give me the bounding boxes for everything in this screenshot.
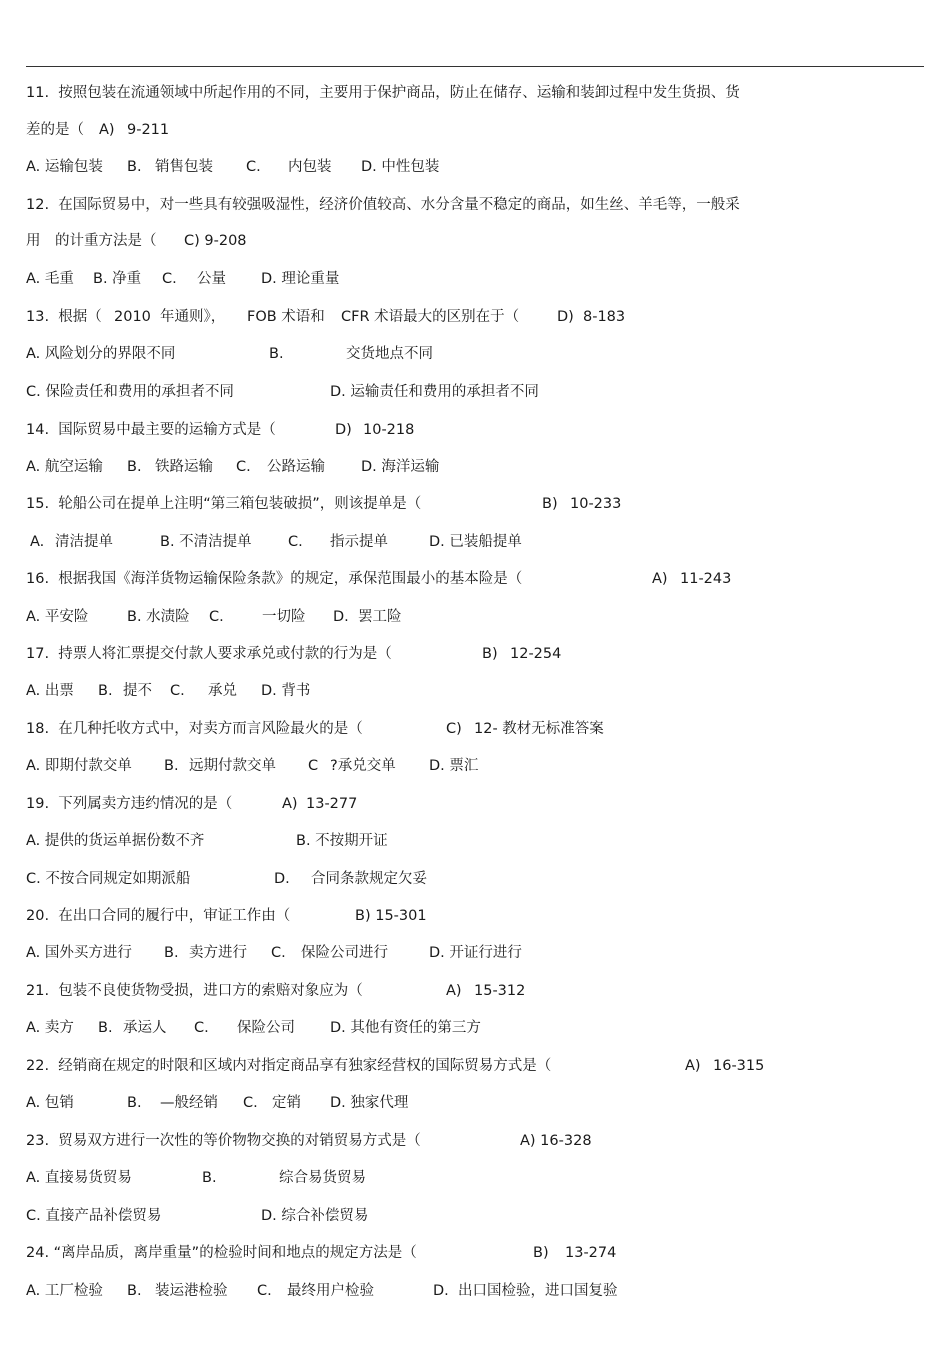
text-line-segment: A. 毛重 [26,271,74,287]
text-line-segment: 卖方进行 [189,945,247,961]
text-line-segment: 铁路运输 [155,459,213,475]
text-line-segment: D. [433,1283,449,1299]
text-line-segment: A) [652,571,668,587]
text-line-segment: A) [446,983,462,999]
text-line-segment: 16-315 [713,1058,765,1074]
text-line-segment: 提不 [123,683,152,699]
text-line-segment: 13-274 [565,1245,617,1261]
text-line-segment: 15. 轮船公司在提单上注明“第三箱包装破损”，则该提单是（ [26,496,422,512]
text-line-segment: 综合易货贸易 [279,1170,366,1186]
header-rule [26,66,924,67]
text-line-segment: D. 运输责任和费用的承担者不同 [330,384,539,400]
text-line-segment: 公路运输 [267,459,325,475]
text-line-segment: B. 净重 [93,271,142,287]
text-line-segment: 14. 国际贸易中最主要的运输方式是（ [26,422,276,438]
text-line-segment: 10-218 [363,422,415,438]
text-line-segment: 合同条款规定欠妥 [311,871,427,887]
text-line-segment: B. [269,346,284,362]
text-line-segment: D. 票汇 [429,758,479,774]
text-line-segment: 17. 持票人将汇票提交付款人要求承兑或付款的行为是（ [26,646,392,662]
text-line-segment: B) [542,496,558,512]
text-line-segment: 承运人 [123,1020,167,1036]
text-line-segment: D. 开证行进行 [429,945,522,961]
text-line-segment: 用 [26,233,41,249]
text-line-segment: 10-233 [570,496,622,512]
text-line-segment: B. 不按期开证 [296,833,388,849]
text-line-segment: C. [243,1095,258,1111]
text-line-segment: C. [236,459,251,475]
text-line-segment: 24. “离岸品质，离岸重量”的检验时间和地点的规定方法是（ [26,1245,417,1261]
text-line-segment: D. 综合补偿贸易 [261,1208,369,1224]
text-line-segment: B. [127,159,142,175]
text-line-segment: C. [246,159,261,175]
text-line-segment: —般经销 [160,1095,218,1111]
text-line-segment: B) 15-301 [355,908,427,924]
text-line-segment: ?承兑交单 [330,758,396,774]
text-line-segment: C. 保险责任和费用的承担者不同 [26,384,234,400]
text-line-segment: B. 水渍险 [127,609,190,625]
text-line-segment: C. [288,534,303,550]
text-line-segment: B. [98,683,113,699]
text-line-segment: 8-183 [583,309,626,325]
text-line-segment: B. [127,459,142,475]
text-line-segment: 保险公司 [237,1020,295,1036]
text-line-segment: 差的是（ [26,122,84,138]
text-line-segment: A. 平安险 [26,609,89,625]
text-line-segment: A. 国外买方进行 [26,945,132,961]
text-line-segment: 清洁提单 [55,534,113,550]
text-line-segment: C. 直接产品补偿贸易 [26,1208,162,1224]
text-line-segment: B. [202,1170,217,1186]
text-line-segment: C. [162,271,177,287]
text-line-segment: CFR 术语最大的区别在于（ [341,309,520,325]
text-line-segment: 装运港检验 [155,1283,228,1299]
text-line-segment: 罢工险 [358,609,402,625]
text-line-segment: 16. 根据我国《海洋货物运输保险条款》的规定，承保范围最小的基本险是（ [26,571,523,587]
text-line-segment: 一切险 [262,609,306,625]
text-line-segment: 9-211 [127,122,170,138]
text-line-segment: C [308,758,319,774]
text-line-segment: C) [446,721,462,737]
text-line-segment: 18. 在几种托收方式中，对卖方而言风险最火的是（ [26,721,363,737]
text-line-segment: D. 理论重量 [261,271,340,287]
text-line-segment: D. 其他有资任的第三方 [330,1020,481,1036]
text-line-segment: A) [282,796,298,812]
text-line-segment: 远期付款交单 [189,758,276,774]
text-line-segment: A) [99,122,115,138]
text-line-segment: 最终用户检验 [287,1283,374,1299]
text-line-segment: A. 即期付款交单 [26,758,132,774]
text-line-segment: A) 16-328 [520,1133,592,1149]
text-line-segment: D. [333,609,349,625]
text-line-segment: 出口国检验，进口国复验 [458,1283,618,1299]
text-line-segment: C. [257,1283,272,1299]
text-line-segment: 12- 教材无标准答案 [474,721,604,737]
text-line-segment: A. 直接易货贸易 [26,1170,132,1186]
text-line-segment: 2010 [114,309,151,325]
text-line-segment: 19. 下列属卖方违约情况的是（ [26,796,233,812]
text-line-segment: A. 卖方 [26,1020,74,1036]
text-line-segment: A. 运输包装 [26,159,103,175]
text-line-segment: D. 中性包装 [361,159,440,175]
text-line-segment: B. [127,1095,142,1111]
text-line-segment: 销售包装 [155,159,213,175]
text-line-segment: C. [194,1020,209,1036]
text-line-segment: 公量 [197,271,226,287]
text-line-segment: 22. 经销商在规定的时限和区域内对指定商品享有独家经营权的国际贸易方式是（ [26,1058,552,1074]
text-line-segment: A. 包销 [26,1095,74,1111]
text-line-segment: 13-277 [306,796,358,812]
text-line-segment: 的计重方法是（ [55,233,157,249]
text-line-segment: 15-312 [474,983,526,999]
text-line-segment: B. [164,945,179,961]
text-line-segment: C. [271,945,286,961]
text-line-segment: C. [209,609,224,625]
text-line-segment: 保险公司进行 [301,945,388,961]
text-line-segment: A. 出票 [26,683,74,699]
text-line-segment: 21. 包装不良使货物受损，进口方的索赔对象应为（ [26,983,363,999]
text-line-segment: 23. 贸易双方进行一次性的等价物物交换的对销贸易方式是（ [26,1133,421,1149]
text-line-segment: D) [557,309,574,325]
text-line-segment: 内包装 [288,159,332,175]
text-line-segment: A. 风险划分的界限不同 [26,346,176,362]
text-line-segment: B. [164,758,179,774]
text-line-segment: 12. 在国际贸易中，对一些具有较强吸湿性，经济价值较高、水分含量不稳定的商品，如生丝、羊毛等，一般采 [26,197,740,213]
text-line-segment: A. 工厂检验 [26,1283,103,1299]
text-line-segment: 11-243 [680,571,732,587]
text-line-segment: D. 已装船提单 [429,534,522,550]
text-line-segment: 定销 [272,1095,301,1111]
text-line-segment: A) [685,1058,701,1074]
text-line-segment: 年通则》， [160,309,226,325]
text-line-segment: C. [170,683,185,699]
text-line-segment: B) [533,1245,549,1261]
text-line-segment: FOB 术语和 [247,309,325,325]
text-line-segment: A. 提供的货运单据份数不齐 [26,833,205,849]
text-line-segment: B. [98,1020,113,1036]
text-line-segment: 承兑 [208,683,237,699]
text-line-segment: D. 独家代理 [330,1095,409,1111]
text-line-segment: 12-254 [510,646,562,662]
text-line-segment: B. 不清洁提单 [160,534,252,550]
text-line-segment: D) [335,422,352,438]
text-line-segment: A. [30,534,45,550]
text-line-segment: B. [127,1283,142,1299]
text-line-segment: D. 背书 [261,683,311,699]
text-line-segment: 指示提单 [330,534,388,550]
text-line-segment: 20. 在出口合同的履行中，审证工作由（ [26,908,291,924]
text-line-segment: D. 海洋运输 [361,459,440,475]
text-line-segment: 交货地点不同 [346,346,433,362]
text-line-segment: 11. 按照包装在流通领域中所起作用的不同，主要用于保护商品，防止在储存、运输和装卸过程中发生货损、货 [26,85,740,101]
text-line-segment: C) 9-208 [184,233,247,249]
text-line-segment: C. 不按合同规定如期派船 [26,871,191,887]
text-line-segment: A. 航空运输 [26,459,103,475]
text-line-segment: B) [482,646,498,662]
text-line-segment: 13. 根据（ [26,309,102,325]
text-line-segment: D. [274,871,290,887]
